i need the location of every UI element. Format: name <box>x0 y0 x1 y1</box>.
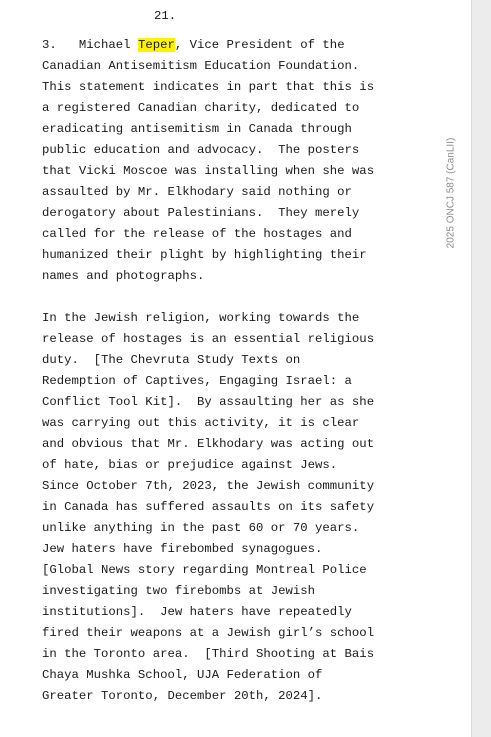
paragraph-1-line <box>42 35 374 56</box>
paragraph-1-line: that Vicki Moscoe was installing when she was <box>42 164 375 178</box>
paragraph-1-line-start: 3. Michael <box>42 38 138 52</box>
paragraph-2-line: release of hostages is an essential religious <box>42 332 375 346</box>
citation-stamp: 2025 ONCJ 587 (CanLII) <box>445 137 457 249</box>
paragraph-2-line: Chaya Mushka School, UJA Federation of <box>42 668 323 682</box>
paragraph-1-line-end: , Vice President of the <box>174 38 345 52</box>
paragraph-2-line: Since October 7th, 2023, the Jewish community <box>42 479 375 493</box>
paragraph-1-line: public education and advocacy. The posters <box>42 143 360 157</box>
paragraph-2-line: in Canada has suffered assaults on its safety <box>42 500 375 514</box>
highlighted-name: Teper <box>137 38 175 52</box>
paragraph-1-line: names and photographs. <box>42 269 205 283</box>
paragraph-2-line: In the Jewish religion, working towards the <box>42 311 360 325</box>
paragraph-2-line: Redemption of Captives, Engaging Israel: a <box>42 374 352 388</box>
paragraph-2-line: of hate, bias or prejudice against Jews. <box>42 458 338 472</box>
paragraph-1-line: assaulted by Mr. Elkhodary said nothing or <box>42 185 352 199</box>
paragraph-2-line: [Global News story regarding Montreal Police <box>42 563 367 577</box>
paragraph-2-line: Jew haters have firebombed synagogues. <box>42 542 323 556</box>
paragraph-1-line: Canadian Antisemitism Education Foundation. <box>42 59 360 73</box>
paragraph-2-line: was carrying out this activity, it is clear <box>42 416 360 430</box>
paragraph-1 <box>42 35 374 287</box>
paragraph-1-line: derogatory about Palestinians. They merely <box>42 206 360 220</box>
vertical-scrollbar[interactable] <box>471 0 491 737</box>
paragraph-2-line: unlike anything in the past 60 or 70 years. <box>42 521 360 535</box>
paragraph-1-line: This statement indicates in part that this is <box>42 80 375 94</box>
page-number: 21. <box>154 9 177 23</box>
paragraph-2-line: investigating two firebombs at Jewish <box>42 584 316 598</box>
paragraph-1-line: eradicating antisemitism in Canada through <box>42 122 352 136</box>
paragraph-1-line: humanized their plight by highlighting their <box>42 248 367 262</box>
paragraph-1-line: called for the release of the hostages and <box>42 227 352 241</box>
paragraph-2-line: fired their weapons at a Jewish girl’s school <box>42 626 375 640</box>
paragraph-1-line: a registered Canadian charity, dedicated to <box>42 101 360 115</box>
paragraph-2-line: Conflict Tool Kit]. By assaulting her as she <box>42 395 375 409</box>
paragraph-2-line: Greater Toronto, December 20th, 2024]. <box>42 689 323 703</box>
paragraph-2-line: duty. [The Chevruta Study Texts on <box>42 353 301 367</box>
paragraph-2-line: and obvious that Mr. Elkhodary was acting out <box>42 437 375 451</box>
paragraph-2-line: institutions]. Jew haters have repeatedly <box>42 605 352 619</box>
paragraph-2 <box>42 308 374 707</box>
paragraph-2-line: in the Toronto area. [Third Shooting at Bais <box>42 647 375 661</box>
